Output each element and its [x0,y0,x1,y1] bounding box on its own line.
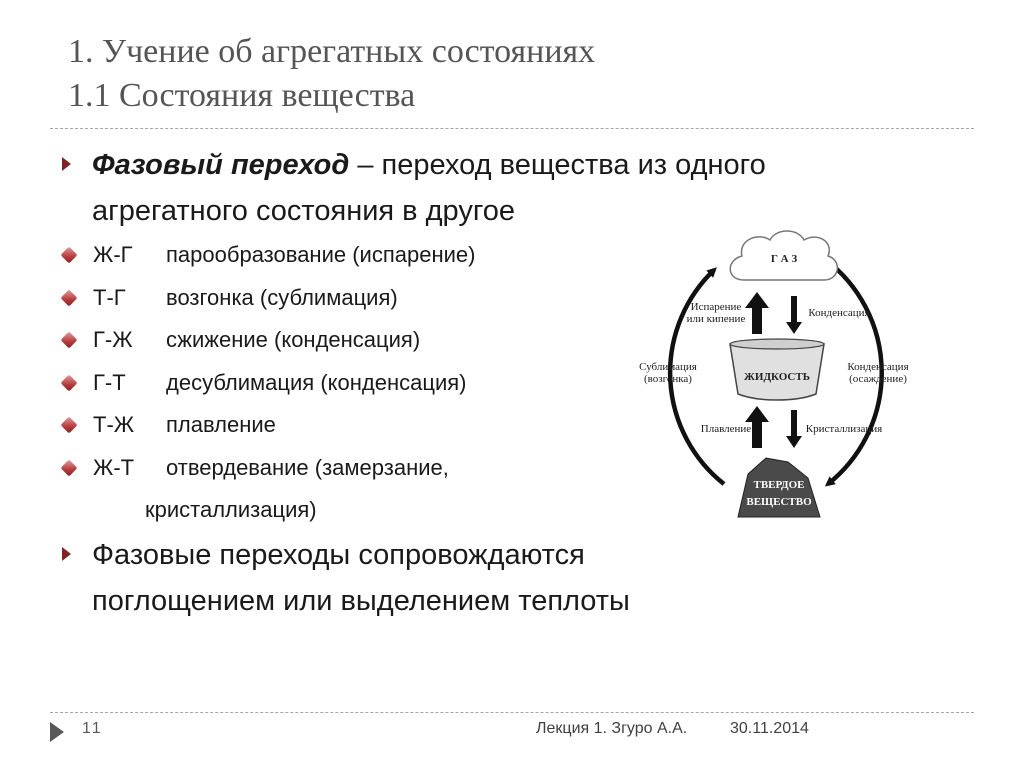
bullet-diamond-icon [61,417,78,434]
transition-code: Т-Ж [93,412,135,437]
heat-line-2: поглощением или выделением теплоты [92,584,630,617]
evaporation-label-1: Испарение [690,301,742,313]
transition-name: плавление [166,412,276,437]
bullet-triangle-icon [62,157,71,171]
main-bullet-phase-transition [62,142,882,234]
footer-date: 30.11.2014 [730,720,809,737]
transition-name: сжижение (конденсация) [166,327,421,352]
transition-code: Т-Г [93,284,126,310]
footer-divider [50,712,974,713]
transition-code: Г-Ж [93,327,133,352]
title-line-1: 1. Учение об агрегатных состояниях [68,33,596,70]
heat-line-1: Фазовые переходы сопровождаются [92,538,585,571]
main-bullet-heat [62,532,882,624]
phase-diagram [626,222,926,522]
solid-label-2: ВЕЩЕСТВО [746,496,812,508]
crystallization-label: Кристаллизация [805,423,883,435]
bullet-triangle-icon [62,547,71,561]
term-phase-transition: Фазовый переход [92,149,350,181]
slide-title [68,30,595,118]
transition-code: Г-Т [93,369,126,395]
deposition-label-2: (осаждение) [849,373,907,385]
liquid-bowl [730,339,824,400]
gas-liquid-arrows [745,292,802,334]
footer-lecture: Лекция 1. Згуро А.А. [536,720,688,737]
definition-text: – переход вещества из одного агрегатного состояния в другое [92,149,766,227]
gas-cloud [730,231,837,280]
bullet-diamond-icon [61,374,78,391]
transition-name: возгонка (сублимация) [166,284,398,310]
melting-label: Плавление [700,423,752,435]
evaporation-arrow [745,292,769,334]
evaporation-label-2: или кипение [686,313,746,325]
title-divider [50,128,974,129]
condensation-label: Конденсация [808,307,870,319]
bullet-diamond-icon [61,459,78,476]
transition-name: десублимация (конденсация) [166,369,467,395]
liquid-solid-arrows [745,406,802,448]
deposition-label-1: Конденсация [847,361,909,373]
transition-code: Ж-Т [93,454,135,480]
crystallization-arrow [786,410,802,448]
bullet-diamond-icon [61,247,78,264]
title-line-2: 1.1 Состояния вещества [68,77,416,114]
slide-number: 11 [82,720,103,737]
gas-label: Г А З [770,253,798,265]
liquid-label: ЖИДКОСТЬ [744,371,810,383]
bullet-diamond-icon [61,289,78,306]
bullet-diamond-icon [61,332,78,349]
transition-code: Ж-Г [93,242,133,267]
solid-label-1: ТВЕРДОЕ [753,479,805,491]
transition-name: парообразование (испарение) [166,242,476,267]
condensation-arrow [786,296,802,334]
transition-name: отвердевание (замерзание, [166,454,449,480]
sublimation-label-1: Сублимация [639,361,697,373]
footer-triangle-icon [50,722,64,742]
list-item-continuation: кристаллизация) [145,497,317,522]
solid-block [738,458,820,517]
sublimation-label-2: (возгонка) [644,373,692,385]
